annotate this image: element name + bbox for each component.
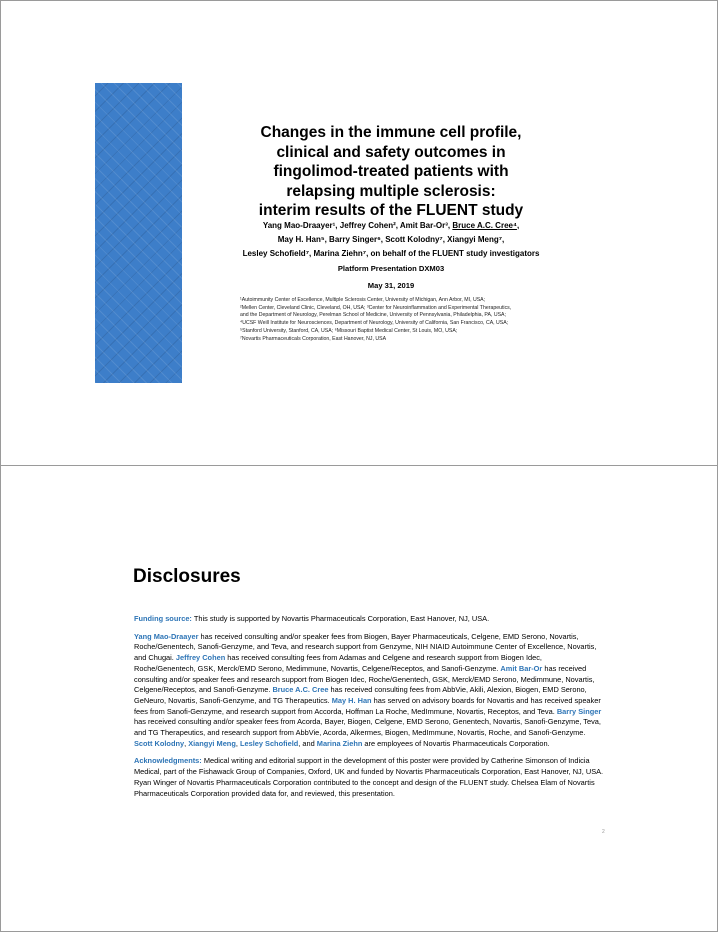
presenting-author: Bruce A.C. Cree⁴ — [452, 221, 517, 230]
affiliations: ¹Autoimmunity Center of Excellence, Multiple Sclerosis Center, University of Michigan, Ann Arbor, MI, USA; ²Mellen Center, Cleveland Clinic, Cleveland, OH, USA; ³Center for Neuroinflammation and Experimental Therapeutics, and the Department of Neurology, Perelman School of Medicine, University of Pennsylvania, Philadelphia, PA, USA; ⁴UCSF Weill Institute for Neurosciences, Department of Neurology, University of California, San Francisco, CA, USA; ⁵Stanford University, Stanford, CA, USA; ⁶Missouri Baptist Medical Center, St Louis, MO, USA; ⁷Novartis Pharmaceuticals Corporation, East Hanover, NJ, USA — [240, 297, 512, 342]
disclosures-body — [134, 614, 604, 806]
disclosures-title: Disclosures — [133, 566, 241, 587]
presentation-info — [201, 260, 581, 294]
presentation-title: Changes in the immune cell profile, clinical and safety outcomes in fingolimod-treated patients with relapsing multiple sclerosis: interim results of the FLUENT study — [258, 124, 524, 219]
decorative-blue-banner — [95, 83, 182, 383]
page-number: 2 — [602, 829, 605, 835]
presentation-code: Platform Presentation DXM03 — [337, 264, 445, 273]
acknowledgments-paragraph: Acknowledgments: Medical writing and editorial support in the development of this poster were provided by Catherine Simonson of Indicia Medical, part of the Fishawack Group of Companies, Oxford, UK and funded by Novartis Pharmaceuticals Corporation, East Hanover, NJ, USA. Ryan Winger of Novartis Pharmaceuticals Corporation contributed to the concept and design of the FLUENT study. Chelsea Elam of Novartis Pharmaceuticals Corporation provided data for, and reviewed, this presentation. — [134, 756, 604, 798]
author-list: Yang Mao-Draayer¹, Jeffrey Cohen², Amit Bar-Or³, Bruce A.C. Cree⁴, May H. Han⁵, Barry Singer⁶, Scott Kolodny⁷, Xiangyi Meng⁷, Lesley Schofield⁷, Marina Ziehn⁷, on behalf of the FLUENT study investigators — [242, 221, 540, 258]
presentation-date: May 31, 2019 — [367, 281, 415, 290]
funding-paragraph: Funding source: This study is supported by Novartis Pharmaceuticals Corporation, East Hanover, NJ, USA. — [134, 614, 490, 623]
author-disclosures-paragraph: Yang Mao-Draayer has received consulting and/or speaker fees from Biogen, Bayer Pharmaceuticals, Celgene, EMD Serono, Novartis, Roche/Genentech, Sanofi-Genzyme, and Teva, and research support from Genzyme, NIH NIAID Autoimmune Center of Excellence, Novartis, and Chugai. Jeffrey Cohen has received consulting fees from Adamas and Celgene and research support from Biogen Idec, Roche/Genentech, GSK, Merck/EMD Serono, Medimmune, Novartis, Celgene/Receptos, and Sanofi-Genzyme. Amit Bar-Or has received consulting and/or speaker fees and research support from Biogen Idec, Roche/Genentech, GSK, Merck/EMD Serono, Medimmune, Novartis, Celgene/Receptos, and Sanofi-Genzyme. Bruce A.C. Cree has received consulting fees from AbbVie, Akili, Alexion, Biogen, EMD Serono, GeNeuro, Novartis, Sanofi-Genzyme, and TG Therapeutics. May H. Han has served on advisory boards for Novartis and has received speaker fees from Sanofi-Genzyme, and research support from Accorda, Hoffman La Roche, MedImmune, Novartis, Receptos, and Teva. Barry Singer has received consulting and/or speaker fees from Acorda, Bayer, Biogen, Celgene, EMD Serono, Genentech, Novartis, Sanofi-Genzyme, Teva, and TG Therapeutics, and research support from AbbVie, Acorda, Alkermes, Biogen, MedImmune, Novartis, Roche, and Sanofi-Genzyme. Scott Kolodny, Xiangyi Meng, Lesley Schofield, and Marina Ziehn are employees of Novartis Pharmaceuticals Corporation. — [134, 631, 602, 748]
title-slide — [0, 0, 718, 466]
